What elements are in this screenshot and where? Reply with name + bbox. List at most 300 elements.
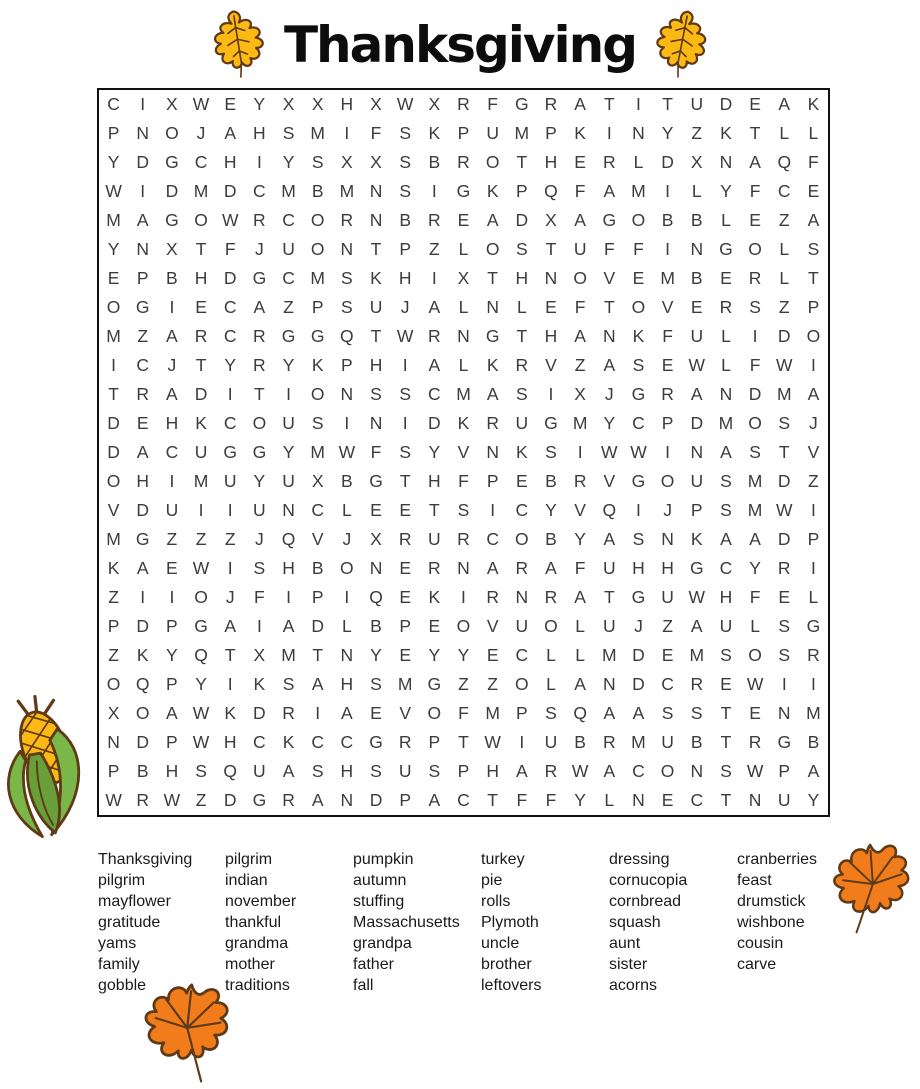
grid-letter: I bbox=[810, 674, 816, 694]
grid-letter: I bbox=[140, 587, 146, 607]
grid-letter: M bbox=[193, 181, 209, 201]
grid-letter: Z bbox=[224, 529, 236, 549]
grid-letter: R bbox=[544, 761, 558, 781]
grid-letter: X bbox=[341, 152, 353, 172]
grid-letter: O bbox=[515, 674, 529, 694]
grid-letter: U bbox=[602, 558, 616, 578]
grid-letter: E bbox=[107, 268, 120, 288]
word-list-column bbox=[353, 849, 481, 996]
grid-letter: R bbox=[136, 790, 150, 810]
grid-letter: M bbox=[106, 210, 121, 230]
grid-letter: I bbox=[490, 500, 496, 520]
grid-letter: U bbox=[573, 239, 587, 259]
grid-letter: F bbox=[224, 239, 236, 259]
grid-letter: B bbox=[136, 761, 149, 781]
word-list-item: indian bbox=[225, 872, 268, 889]
grid-letter: Y bbox=[428, 442, 441, 462]
grid-letter: Y bbox=[370, 645, 382, 665]
grid-letter: P bbox=[428, 732, 441, 752]
grid-letter: B bbox=[399, 210, 412, 230]
corn-icon bbox=[0, 692, 98, 844]
grid-letter: H bbox=[340, 94, 354, 114]
grid-letter: B bbox=[166, 268, 178, 288]
grid-letter: G bbox=[485, 326, 500, 346]
grid-letter: P bbox=[166, 616, 178, 636]
grid-letter: C bbox=[107, 94, 120, 114]
grid-letter: F bbox=[370, 123, 382, 143]
grid-letter: P bbox=[690, 500, 703, 520]
word-list-item: sister bbox=[609, 956, 648, 973]
grid-letter: G bbox=[135, 297, 150, 317]
grid-letter: H bbox=[223, 152, 237, 172]
grid-letter: B bbox=[690, 732, 703, 752]
grid-letter: K bbox=[515, 442, 528, 462]
grid-letter: U bbox=[282, 239, 295, 259]
word-list-item: autumn bbox=[353, 872, 407, 889]
grid-letter: A bbox=[603, 529, 616, 549]
grid-letter: K bbox=[311, 355, 324, 375]
grid-letter: W bbox=[601, 442, 618, 462]
grid-letter: L bbox=[750, 616, 760, 636]
grid-letter: I bbox=[169, 297, 175, 317]
grid-letter: E bbox=[166, 558, 178, 578]
grid-letter: T bbox=[224, 645, 236, 665]
word-list-item: mayflower bbox=[98, 893, 171, 910]
grid-letter: H bbox=[661, 558, 674, 578]
word-list-item: father bbox=[353, 956, 394, 973]
grid-letter: I bbox=[227, 558, 233, 578]
grid-letter: L bbox=[808, 587, 819, 607]
grid-letter: W bbox=[192, 703, 210, 723]
grid-letter: G bbox=[806, 616, 821, 636]
grid-letter: D bbox=[223, 268, 237, 288]
grid-letter: Q bbox=[369, 587, 383, 607]
grid-letter: L bbox=[721, 326, 731, 346]
grid-letter: B bbox=[690, 210, 703, 230]
word-list-column bbox=[609, 849, 737, 996]
grid-letter: S bbox=[282, 123, 295, 143]
grid-letter: G bbox=[165, 152, 179, 172]
grid-letter: L bbox=[691, 181, 702, 201]
grid-letter: N bbox=[632, 790, 645, 810]
grid-letter: I bbox=[344, 413, 350, 433]
grid-letter: T bbox=[195, 355, 207, 375]
grid-letter: T bbox=[603, 587, 615, 607]
grid-letter: D bbox=[632, 645, 645, 665]
grid-letter: B bbox=[311, 181, 324, 201]
grid-letter: V bbox=[603, 471, 616, 491]
grid-letter: Q bbox=[573, 703, 587, 723]
grid-letter: C bbox=[632, 761, 645, 781]
grid-letter: B bbox=[574, 732, 586, 752]
grid-letter: I bbox=[461, 587, 466, 607]
grid-letter: U bbox=[165, 500, 179, 520]
grid-letter: G bbox=[631, 471, 646, 491]
grid-letter: E bbox=[457, 210, 470, 230]
grid-letter: N bbox=[777, 703, 791, 723]
grid-letter: F bbox=[662, 326, 673, 346]
grid-letter: V bbox=[603, 268, 616, 288]
grid-letter: R bbox=[807, 645, 820, 665]
word-list-item: mother bbox=[225, 956, 275, 973]
grid-letter: G bbox=[631, 384, 646, 404]
grid-letter: G bbox=[165, 210, 179, 230]
grid-letter: Y bbox=[253, 94, 266, 114]
grid-letter: N bbox=[719, 152, 733, 172]
grid-letter: R bbox=[253, 355, 266, 375]
grid-letter: N bbox=[748, 790, 762, 810]
grid-letter: A bbox=[690, 384, 703, 404]
grid-letter: C bbox=[282, 210, 295, 230]
grid-letter: P bbox=[399, 790, 412, 810]
word-list-item: Thanksgiving bbox=[98, 851, 193, 868]
grid-letter: Z bbox=[108, 645, 119, 665]
grid-letter: L bbox=[546, 645, 556, 665]
grid-letter: E bbox=[399, 558, 412, 578]
grid-letter: C bbox=[340, 732, 354, 752]
grid-letter: Z bbox=[662, 616, 673, 636]
grid-letter: W bbox=[571, 761, 589, 781]
grid-letter: E bbox=[399, 587, 412, 607]
grid-letter: L bbox=[341, 616, 352, 636]
grid-letter: M bbox=[514, 123, 530, 143]
grid-letter: V bbox=[545, 355, 557, 375]
grid-letter: T bbox=[487, 268, 498, 288]
grid-letter: H bbox=[165, 761, 179, 781]
grid-letter: Y bbox=[545, 500, 557, 520]
grid-letter: K bbox=[807, 94, 820, 114]
grid-letter: Z bbox=[166, 529, 178, 549]
grid-letter: P bbox=[661, 413, 674, 433]
word-list-item: Massachusetts bbox=[353, 914, 460, 931]
grid-letter: B bbox=[341, 471, 353, 491]
word-list-column bbox=[225, 849, 353, 996]
grid-letter: J bbox=[196, 123, 206, 143]
grid-letter: C bbox=[486, 529, 499, 549]
word-list-item: turkey bbox=[481, 851, 525, 868]
grid-letter: W bbox=[338, 442, 356, 462]
grid-letter: I bbox=[227, 384, 233, 404]
grid-letter: S bbox=[720, 471, 732, 491]
grid-letter: I bbox=[169, 471, 175, 491]
grid-letter: M bbox=[339, 181, 355, 201]
grid-letter: O bbox=[194, 210, 208, 230]
grid-letter: A bbox=[807, 384, 820, 404]
grid-letter: B bbox=[690, 268, 703, 288]
grid-letter: Y bbox=[603, 413, 616, 433]
grid-letter: Y bbox=[107, 239, 120, 259]
grid-letter: E bbox=[632, 268, 645, 288]
grid-letter: X bbox=[107, 703, 120, 723]
grid-letter: S bbox=[778, 616, 791, 636]
grid-letter: I bbox=[227, 500, 233, 520]
grid-letter: N bbox=[457, 558, 470, 578]
grid-letter: G bbox=[544, 413, 558, 433]
grid-letter: C bbox=[457, 790, 470, 810]
grid-letter: K bbox=[224, 703, 237, 723]
grid-letter: C bbox=[253, 181, 266, 201]
grid-letter: T bbox=[108, 384, 119, 404]
grid-letter: F bbox=[574, 297, 586, 317]
grid-letter: T bbox=[312, 645, 324, 665]
grid-letter: Q bbox=[340, 326, 354, 346]
grid-letter: G bbox=[194, 616, 208, 636]
grid-letter: D bbox=[748, 384, 762, 404]
grid-letter: R bbox=[573, 471, 587, 491]
grid-letter: G bbox=[515, 94, 529, 114]
grid-letter: S bbox=[778, 413, 791, 433]
grid-letter: Y bbox=[720, 181, 732, 201]
word-list-item: wishbone bbox=[737, 914, 805, 931]
grid-letter: S bbox=[399, 181, 412, 201]
grid-letter: N bbox=[107, 732, 120, 752]
grid-letter: I bbox=[810, 355, 816, 375]
grid-letter: Q bbox=[194, 645, 208, 665]
grid-letter: F bbox=[254, 587, 265, 607]
grid-letter: A bbox=[311, 790, 324, 810]
grid-letter: S bbox=[341, 268, 353, 288]
grid-letter: H bbox=[340, 674, 354, 694]
grid-letter: S bbox=[370, 761, 382, 781]
grid-letter: S bbox=[399, 384, 412, 404]
grid-letter: R bbox=[398, 732, 412, 752]
grid-letter: K bbox=[107, 558, 120, 578]
grid-letter: E bbox=[399, 500, 412, 520]
grid-letter: Z bbox=[691, 123, 703, 143]
grid-letter: Q bbox=[223, 761, 238, 781]
grid-letter: A bbox=[428, 297, 441, 317]
grid-letter: T bbox=[808, 268, 819, 288]
grid-letter: S bbox=[720, 761, 732, 781]
grid-letter: O bbox=[485, 152, 500, 172]
grid-letter: Y bbox=[428, 645, 441, 665]
grid-letter: I bbox=[140, 181, 146, 201]
grid-letter: Z bbox=[778, 297, 790, 317]
grid-letter: R bbox=[194, 326, 208, 346]
word-list-item: pilgrim bbox=[98, 872, 146, 889]
grid-letter: R bbox=[544, 94, 558, 114]
word-list-item: brother bbox=[481, 956, 532, 973]
grid-letter: X bbox=[370, 529, 382, 549]
grid-letter: U bbox=[282, 471, 295, 491]
grid-letter: G bbox=[777, 732, 792, 752]
grid-letter: M bbox=[572, 413, 588, 433]
grid-letter: G bbox=[602, 210, 617, 230]
grid-letter: L bbox=[721, 210, 731, 230]
grid-letter: D bbox=[777, 326, 791, 346]
grid-letter: K bbox=[428, 123, 441, 143]
grid-letter: B bbox=[311, 558, 324, 578]
word-list-item: yams bbox=[98, 935, 137, 952]
grid-letter: R bbox=[690, 674, 704, 694]
grid-letter: J bbox=[225, 587, 235, 607]
grid-letter: W bbox=[105, 181, 122, 201]
grid-letter: B bbox=[370, 616, 382, 636]
word-list-item: thankful bbox=[225, 914, 282, 931]
grid-letter: G bbox=[310, 326, 325, 346]
grid-letter: K bbox=[574, 123, 586, 143]
grid-letter: A bbox=[632, 703, 645, 723]
grid-letter: M bbox=[689, 645, 705, 665]
grid-letter: O bbox=[135, 703, 150, 723]
grid-letter: E bbox=[778, 587, 791, 607]
grid-letter: T bbox=[370, 239, 382, 259]
grid-letter: M bbox=[281, 645, 296, 665]
grid-letter: R bbox=[602, 152, 616, 172]
grid-letter: S bbox=[661, 703, 674, 723]
grid-letter: F bbox=[370, 442, 382, 462]
grid-letter: O bbox=[748, 239, 762, 259]
grid-letter: L bbox=[458, 239, 469, 259]
grid-letter: O bbox=[106, 674, 121, 694]
grid-letter: N bbox=[340, 384, 354, 404]
grid-letter: S bbox=[632, 355, 645, 375]
grid-letter: N bbox=[690, 761, 704, 781]
grid-letter: Z bbox=[195, 790, 207, 810]
grid-letter: W bbox=[746, 761, 764, 781]
grid-letter: D bbox=[369, 790, 383, 810]
grid-letter: Z bbox=[808, 471, 819, 491]
grid-letter: U bbox=[428, 529, 441, 549]
grid-letter: I bbox=[752, 326, 758, 346]
grid-letter: D bbox=[107, 442, 120, 462]
grid-letter: W bbox=[192, 94, 210, 114]
grid-letter: C bbox=[311, 732, 324, 752]
grid-letter: O bbox=[544, 616, 558, 636]
grid-letter: M bbox=[718, 413, 734, 433]
grid-letter: A bbox=[282, 616, 295, 636]
grid-letter: J bbox=[167, 355, 177, 375]
grid-letter: P bbox=[399, 239, 412, 259]
grid-letter: H bbox=[165, 413, 179, 433]
grid-letter: Q bbox=[544, 181, 558, 201]
grid-letter: Y bbox=[253, 471, 266, 491]
puzzle-border bbox=[97, 88, 830, 817]
grid-letter: R bbox=[457, 152, 470, 172]
grid-letter: S bbox=[399, 123, 412, 143]
grid-letter: O bbox=[515, 529, 529, 549]
grid-letter: T bbox=[603, 297, 615, 317]
word-list-item: traditions bbox=[225, 977, 290, 994]
grid-letter: Z bbox=[195, 529, 207, 549]
grid-letter: D bbox=[428, 413, 441, 433]
grid-letter: H bbox=[223, 732, 237, 752]
grid-letter: P bbox=[107, 616, 120, 636]
grid-letter: G bbox=[252, 790, 267, 810]
grid-letter: N bbox=[544, 268, 558, 288]
grid-letter: D bbox=[194, 384, 208, 404]
word-list-item: pie bbox=[481, 872, 503, 889]
grid-letter: C bbox=[311, 500, 324, 520]
grid-letter: S bbox=[399, 152, 412, 172]
grid-letter: K bbox=[370, 268, 382, 288]
word-list-item: pumpkin bbox=[353, 851, 414, 868]
word-list-item: november bbox=[225, 893, 297, 910]
grid-letter: R bbox=[340, 210, 354, 230]
grid-letter: H bbox=[253, 123, 266, 143]
grid-letter: V bbox=[574, 500, 586, 520]
grid-letter: M bbox=[747, 471, 763, 491]
grid-letter: I bbox=[256, 152, 262, 172]
grid-letter: S bbox=[370, 384, 382, 404]
grid-letter: X bbox=[166, 239, 178, 259]
grid-letter: P bbox=[341, 355, 353, 375]
grid-letter: O bbox=[748, 413, 762, 433]
grid-letter: M bbox=[310, 123, 325, 143]
grid-letter: Y bbox=[224, 355, 237, 375]
grid-letter: E bbox=[807, 181, 820, 201]
grid-letter: X bbox=[253, 645, 266, 665]
grid-letter: E bbox=[661, 355, 674, 375]
grid-letter: A bbox=[311, 674, 324, 694]
grid-letter: U bbox=[690, 471, 704, 491]
grid-letter: I bbox=[665, 181, 671, 201]
grid-letter: A bbox=[428, 790, 441, 810]
grid-letter: V bbox=[311, 529, 324, 549]
grid-letter: X bbox=[311, 94, 324, 114]
grid-letter: H bbox=[632, 558, 645, 578]
grid-letter: L bbox=[575, 645, 585, 665]
grid-letter: N bbox=[602, 326, 616, 346]
grid-letter: T bbox=[749, 123, 761, 143]
grid-letter: N bbox=[486, 297, 499, 317]
grid-letter: X bbox=[574, 384, 586, 404]
grid-letter: N bbox=[719, 384, 733, 404]
grid-letter: T bbox=[545, 239, 557, 259]
grid-letter: R bbox=[602, 732, 616, 752]
grid-letter: S bbox=[311, 413, 324, 433]
grid-letter: D bbox=[777, 529, 791, 549]
grid-letter: A bbox=[574, 94, 586, 114]
grid-letter: U bbox=[253, 761, 266, 781]
grid-letter: F bbox=[749, 587, 761, 607]
grid-letter: O bbox=[310, 384, 325, 404]
grid-letter: P bbox=[166, 674, 178, 694]
grid-letter: A bbox=[545, 558, 557, 578]
grid-letter: U bbox=[719, 616, 733, 636]
grid-letter: N bbox=[369, 558, 383, 578]
grid-letter: G bbox=[631, 587, 646, 607]
grid-letter: U bbox=[544, 732, 558, 752]
grid-letter: A bbox=[807, 210, 820, 230]
grid-letter: I bbox=[665, 239, 671, 259]
grid-letter: C bbox=[515, 500, 529, 520]
grid-letter: E bbox=[661, 790, 674, 810]
grid-letter: C bbox=[632, 413, 645, 433]
grid-letter: T bbox=[516, 152, 528, 172]
grid-letter: D bbox=[136, 616, 150, 636]
grid-letter: N bbox=[340, 790, 354, 810]
grid-letter: Z bbox=[458, 674, 469, 694]
grid-letter: N bbox=[661, 529, 674, 549]
grid-letter: C bbox=[428, 384, 441, 404]
grid-letter: F bbox=[487, 94, 498, 114]
grid-letter: C bbox=[165, 442, 179, 462]
grid-letter: N bbox=[515, 587, 529, 607]
grid-letter: B bbox=[545, 529, 557, 549]
grid-letter: M bbox=[397, 674, 413, 694]
grid-letter: N bbox=[369, 181, 383, 201]
grid-letter: W bbox=[775, 355, 793, 375]
grid-letter: F bbox=[603, 239, 615, 259]
grid-letter: E bbox=[661, 645, 674, 665]
grid-letter: A bbox=[720, 442, 732, 462]
grid-letter: W bbox=[775, 500, 793, 520]
grid-letter: E bbox=[195, 297, 207, 317]
grid-letter: M bbox=[310, 442, 325, 462]
grid-letter: A bbox=[778, 94, 791, 114]
grid-letter: S bbox=[778, 645, 791, 665]
